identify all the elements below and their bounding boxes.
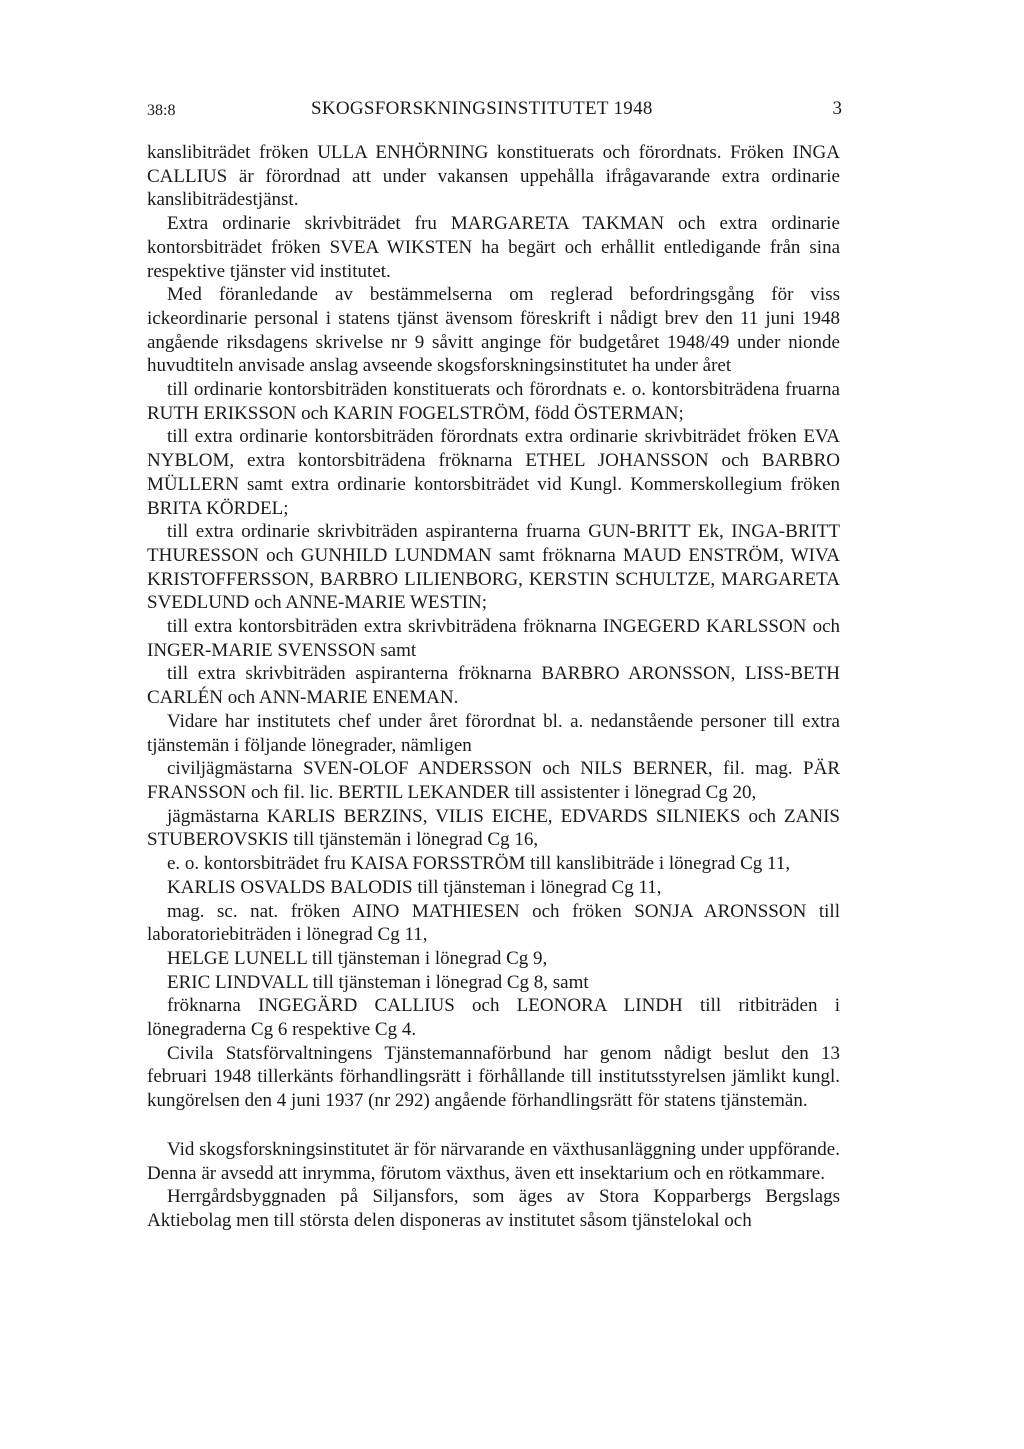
paragraph: kanslibiträdet fröken ULLA ENHÖRNING konstituerats och förordnats. Fröken INGA CALLIUS är förordnad att under vakansen uppehålla ifrågavarande extra ordinarie kanslibiträdestjänst. bbox=[147, 142, 840, 211]
page-number: 3 bbox=[832, 98, 842, 119]
section-gap bbox=[147, 1113, 840, 1138]
paragraph: Vidare har institutets chef under året förordnat bl. a. nedanstående personer till extra tjänstemän i följande lönegrader, nämligen bbox=[147, 710, 840, 756]
list-item: e. o. kontorsbiträdet fru KAISA FORSSTRÖM till kanslibiträde i lönegrad Cg 11, bbox=[167, 853, 791, 875]
list-item: till extra kontorsbiträden extra skrivbiträdena fröknarna INGEGERD KARLSSON och INGER-MARIE SVENSSON samt bbox=[147, 616, 840, 661]
list-item: mag. sc. nat. fröken AINO MATHIESEN och fröken SONJA ARONSSON till laboratoriebiträden i lönegrad Cg 11, bbox=[147, 900, 840, 946]
list-item: jägmästarna KARLIS BERZINS, VILIS EICHE, EDVARDS SILNIEKS och ZANIS STUBEROVSKIS till tjänstemän i lönegrad Cg 16, bbox=[147, 805, 840, 851]
list-item: till extra skrivbiträden aspiranterna fröknarna BARBRO ARONSSON, LISS-BETH CARLÉN och ANN-MARIE ENEMAN. bbox=[147, 663, 840, 709]
running-title: SKOGSFORSKNINGSINSTITUTET 1948 bbox=[311, 98, 653, 119]
list-item: KARLIS OSVALDS BALODIS till tjänsteman i lönegrad Cg 11, bbox=[167, 876, 662, 898]
body-text bbox=[147, 141, 840, 1233]
page-header bbox=[147, 98, 842, 126]
list-item: HELGE LUNELL till tjänsteman i lönegrad Cg 9, bbox=[167, 947, 548, 969]
list-item: ERIC LINDVALL till tjänsteman i lönegrad Cg 8, samt bbox=[167, 971, 589, 993]
paragraph: Civila Statsförvaltningens Tjänstemannaförbund har genom nådigt beslut den 13 februari 1948 tillerkänts förhandlingsrätt i förhållande till institutsstyrelsen jämlikt kungl. kungörelsen den 4 juni 1937 (nr 292) angående förhandlingsrätt för statens tjänstemän. bbox=[147, 1042, 840, 1112]
list-item: till extra ordinarie kontorsbiträden förordnats extra ordinarie skrivbiträdet fröken EVA NYBLOM, extra kontorsbiträdena fröknarna ETHEL JOHANSSON och BARBRO MÜLLERN samt extra ordinarie kontorsbiträdet vid Kungl. Kommerskollegium fröken BRITA KÖRDEL; bbox=[147, 426, 840, 519]
paragraph: Vid skogsforskningsinstitutet är för närvarande en växthusanläggning under uppförande. Denna är avsedd att inrymma, förutom växthus, även ett insektarium och en rötkammare. bbox=[147, 1138, 840, 1184]
paragraph: Extra ordinarie skrivbiträdet fru MARGARETA TAKMAN och extra ordinarie kontorsbiträdet fröken SVEA WIKSTEN ha begärt och erhållit entledigande från sina respektive tjänster vid institutet. bbox=[147, 213, 840, 282]
page-reference: 38:8 bbox=[147, 102, 176, 119]
list-item: civiljägmästarna SVEN-OLOF ANDERSSON och NILS BERNER, fil. mag. PÄR FRANSSON och fil. lic. BERTIL LEKANDER till assistenter i lönegrad Cg 20, bbox=[147, 758, 840, 803]
paragraph: Med föranledande av bestämmelserna om reglerad befordringsgång för viss ickeordinarie personal i statens tjänst ävensom föreskrift i nådigt brev den 11 juni 1948 angående riksdagens skrivelse nr 9 såvitt anginge för budgetåret 1948/49 under nionde huvudtiteln anvisade anslag avseende skogsforskningsinstitutet ha under året bbox=[147, 284, 840, 377]
list-item: fröknarna INGEGÄRD CALLIUS och LEONORA LINDH till ritbiträden i lönegraderna Cg 6 respektive Cg 4. bbox=[147, 995, 840, 1041]
list-item: till extra ordinarie skrivbiträden aspiranterna fruarna GUN-BRITT Ek, INGA-BRITT THURESSON och GUNHILD LUNDMAN samt fröknarna MAUD ENSTRÖM, WIVA KRISTOFFERSSON, BARBRO LILIENBORG, KERSTIN SCHULTZE, MARGARETA SVEDLUND och ANNE-MARIE WESTIN; bbox=[147, 521, 840, 614]
list-item: till ordinarie kontorsbiträden konstituerats och förordnats e. o. kontorsbiträdena fruarna RUTH ERIKSSON och KARIN FOGELSTRÖM, född ÖSTERMAN; bbox=[147, 379, 840, 424]
paragraph: Herrgårdsbyggnaden på Siljansfors, som äges av Stora Kopparbergs Bergslags Aktiebolag men till största delen disponeras av institutet såsom tjänstelokal och bbox=[147, 1186, 840, 1231]
